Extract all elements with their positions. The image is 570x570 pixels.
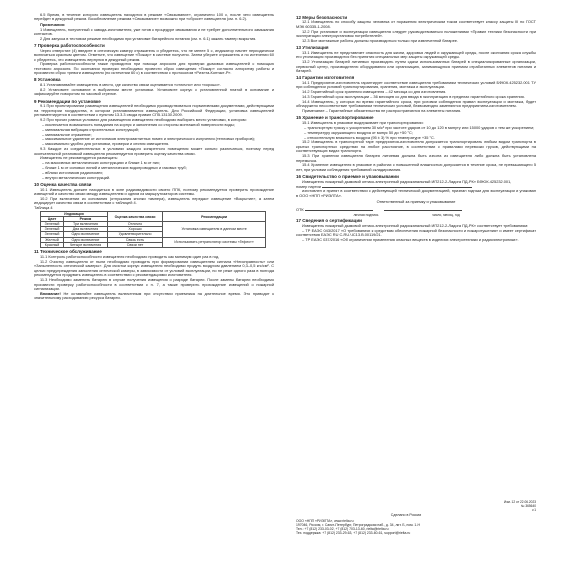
right-column xyxy=(296,13,536,243)
section-9-title: 9 Рекомендации по установке xyxy=(34,98,101,104)
section-9-item: – вблизи источников радиопомех; xyxy=(42,169,104,175)
table-caption: Таблица 4 xyxy=(34,205,53,211)
table-cell: Красный xyxy=(41,242,64,247)
section-17-para: Извещатель пожарный дымовой оптико-электронный радиоканальный ИП212-2-Ладога ПД-РК» соответствует требованиям: xyxy=(302,223,529,228)
section-15-para: 15.4 Хранение извещателя в упаковке в районах с повышенной влажностью допускается в течение срока, не превышающего 5 лет, при условии соблюдения требований складирования. xyxy=(296,162,536,172)
signature-caption: личная подпись xyxy=(353,212,379,217)
section-17-title: 17 Сведения о сертификации xyxy=(296,218,362,224)
section-13-para: 13.2 Утилизацию батарей литиевых производить путем сдачи использованных батарей в специализированные организации, сервисный центр, производителю оборудования или организацию, занимающуюся приемом отработанных элементов питания и батарей. xyxy=(296,59,536,74)
section-9-item: – максимально удобно для установки, проверки и снятия извещателя. xyxy=(42,141,170,147)
section-14-para: 14.1 Предприятие-изготовитель гарантирует соответствие извещателя требованиям технических условий БФЮК.425232.001 ТУ при соблюдении условий транспортирования, хранения, монтажа и эксплуатации. xyxy=(296,79,536,90)
section-9-item: – ближе 1 м от силовых линий и металлических водопроводных и газовых труб; xyxy=(42,165,187,171)
table-header: Рекомендации xyxy=(163,212,266,222)
revision-line: v.1 xyxy=(531,507,536,512)
section-17-para: – ТР ЕАЭС 043/2017 «О требованиях к средствам обеспечения пожарной безопасности и пожаротушения» и имеет сертификат соответствия ЕАЭС RU С-RU.ЧС13.В.00119/21. xyxy=(296,227,536,238)
section-11-title: 11 Техническое обслуживание xyxy=(34,249,102,255)
section-9-item: – на массивных металлических конструкциях и ближе 1 м от них; xyxy=(42,160,160,166)
section-7-para-2: Проверка работоспособности также проводится при помощи аэрозоля для проверки дымовых извещателей с помощью тестового аэрозоля. По окончании проверки необходимо провести сброс извещения «Пожар» согласно алгоритму работы и произвести сброс тревоги извещателя (по истечении 60 с) в соответствии с протоколом «Риэлта-Контакт-Р». xyxy=(34,61,274,76)
table-cell: Связи нет xyxy=(107,242,162,247)
table-cell: Желтый xyxy=(41,237,64,242)
section-7-para-1: Через отверстие (4) введите в оптическую камеру отражатель и убедитесь, что не менее 5 с, индикатор начнет периодически включаться красным цветом. Отметьте, что извещение «Пожар» в системе получено. Затем уберите отражатель и по истечении 60 с убедитесь, что извещатель вернулся в дежурный режим. xyxy=(34,47,274,62)
section-12-para: 12.1 Извещатель по способу защиты человека от поражения электрическим током соответствует классу защиты III по ГОСТ МЭК 60335-1-2008. xyxy=(296,19,536,29)
table-cell: Два включения xyxy=(64,227,108,232)
date-caption: число, месяц, год xyxy=(432,212,460,217)
document-page xyxy=(34,13,536,557)
section-17-para: – ТР ЕАЭС 037/2016 «Об ограничении применения опасных веществ в изделиях электротехники и радиоэлектроники». xyxy=(302,237,519,243)
section-9-para-2: 9.2 При прочих равных условиях для размещения извещателя необходимо выбирать место установки, в котором: xyxy=(40,117,247,123)
attention-title: Внимание! xyxy=(40,290,61,296)
signature-line xyxy=(296,208,536,212)
section-14-note: Примечание – Гарантийные обязательства не распространяются на элементы питания. xyxy=(302,108,462,114)
table-cell: Зеленый xyxy=(41,227,64,232)
section-12-title: 12 Меры безопасности xyxy=(296,14,348,20)
section-14-para: 14.4 Извещатель, у которых во время гарантийного срока, при условии соблюдения правил эксплуатации и монтажа, будет обнаружено несоответствие требованиям технических условий, безвозмездно заменяются предприятием-изготовителем. xyxy=(296,98,536,109)
footer-line: 197046, Россия, г. Санкт-Петербург, Петроградская наб., д. 34, лит. Б, пом. 1-Н xyxy=(296,523,420,527)
table-cell: Три включения xyxy=(64,222,108,227)
section-13-title: 13 Утилизация xyxy=(296,45,329,51)
table-cell: Хорошо xyxy=(107,227,162,232)
table-header: Индикация xyxy=(41,212,108,217)
section-9-item: – минимальное отражение; xyxy=(42,131,92,137)
section-16-para: изготовлен и принят в соответствии с действующей технической документацией, признан годным для эксплуатации и упакован в ООО «НПП «РИЭЛТА». xyxy=(296,188,536,198)
revision-line: Изм. 12 от 22.06.2023 xyxy=(503,500,536,504)
section-10-para-2: 10.2 При включении из основания (отпускания кнопки тампера), извещатель передаст извещение «Вскрытие», а затем индицирует качество связи в соответствии с таблицей 4. xyxy=(34,195,274,206)
section-8-title: 8 Установка xyxy=(34,77,61,83)
revision-line: № 365640 xyxy=(521,503,536,508)
batch-number-blank xyxy=(322,187,472,188)
table-subheader: Режим xyxy=(64,217,108,222)
company-footer xyxy=(296,519,536,535)
table-cell: Одно включение xyxy=(64,237,108,242)
batch-number-label: номер партии xyxy=(296,183,321,189)
section-14-para: 14.3 Гарантийный срок эксплуатации – 36 месяцев со дня ввода в эксплуатацию в пределах гарантийного срока хранения. xyxy=(302,94,525,100)
table-cell: Связь есть xyxy=(107,237,162,242)
section-14-para: 14.2 Гарантийный срок хранения извещателя – 42 месяца со дня изготовления. xyxy=(302,89,447,95)
table-cell: Установка извещателя в данном месте xyxy=(163,222,266,237)
section-7-title: 7 Проверка работоспособности xyxy=(34,42,105,48)
table-cell: Одно включение xyxy=(64,232,108,237)
section-8-para-1: 8.1 Устанавливайте извещатель в место, где качество связи оценивается «отлично» или «хорошо». xyxy=(40,82,221,88)
left-column xyxy=(34,13,274,301)
section-9-para-1: 9.1 При проектировании размещения извещателей необходимо руководствоваться нормативными документами, действующими на территории государства, в котором устанавливается извещатель. Для Российской Федерации, установка извещателей регламентируется в соответствии с пунктом 13.3.3 свода правил СП5.13130.2009. xyxy=(34,103,274,118)
notes-title: Примечания: xyxy=(40,21,66,27)
section-14-title: 14 Гарантии изготовителя xyxy=(296,75,355,81)
revision-info xyxy=(456,501,536,512)
signature-blank xyxy=(305,210,373,211)
section-9-item: – исключается возможность попадания на корпус и заполнения со стороны монтажной поверхности воды; xyxy=(42,121,235,127)
responsible-label: Ответственный за приемку и упаковывание xyxy=(376,199,456,205)
table-cell: Четыре включения xyxy=(64,242,108,247)
section-15-para: 15.2 Извещатель в транспортной таре предприятия-изготовителя допускается транспортировать любым видом транспорта в крытых транспортных средствах на любое расстояние, в соответствии с правилами перевозки грузов, действующими на соответствующих видах транспорта. xyxy=(296,139,536,154)
section-9-item: – максимальное удаление от источников электромагнитных помех и электрического излучения (тепловых приборов); xyxy=(42,136,255,142)
section-15-title: 15 Хранение и транспортирование xyxy=(296,115,374,121)
footer-line: ООО «НПП «РИЭЛТА», www.rielta.ru xyxy=(296,519,354,523)
table-cell: Зеленый xyxy=(41,232,64,237)
section-16-para: Извещатель пожарный дымовой оптико-электронный радиоканальный ИП212-2-Ладога ПД-РК» БФЮК.425232.001, xyxy=(302,178,512,184)
made-in-russia: Сделано в России xyxy=(390,513,422,517)
section-15-item: – температуру окружающего воздуха от минус 50 до +50 °С; xyxy=(304,129,413,135)
signature-captions xyxy=(296,213,536,217)
attention-note xyxy=(34,292,274,301)
date-blank xyxy=(384,210,462,211)
footer-line: Тех. поддержка: +7 (812) 233-29-63, +7 (812) 233-60-61, support@rielta.ru xyxy=(296,531,411,535)
table-cell: Зеленый xyxy=(41,222,64,227)
attention-text: Не оставляйте извещатель включенным при отсутствии приемника на длительное время. Это приводит к значительному расходованию ресурса батареи. xyxy=(34,290,274,301)
section-12-para: 12.3 Все монтажные работы должны производиться только при извлеченной батарее. xyxy=(302,37,459,43)
note-1: 1 Извещатель, полученный с завода-изготовителя, уже готов к процедуре связывания и не требует дополнительного замыкания контактов. xyxy=(34,26,274,36)
section-9-item: – внутри металлических конструкций. xyxy=(42,174,111,180)
footer-line: Тел.: +7 (812) 233-03-02, +7 (812) 703-13-60, rielta@rielta.ru xyxy=(296,527,389,531)
section-10-para-1: 10.1 Извещатель должен находиться в зоне радиовидимости своего ППК, поэтому рекомендуется проверить прохождение извещений и качество связи между извещателем и одним из маршрутизаторов системы. xyxy=(34,186,274,197)
table-header: Оценка качества связи xyxy=(107,212,162,222)
section-11-para-1: 11.1 Контроль работоспособности извещателя необходимо проводить как минимум один раз в год. xyxy=(40,254,220,260)
section-13-para: 13.1 Извещатель не представляет опасность для жизни, здоровья людей и окружающей среды, после окончания срока службы его утилизация производится без принятия специальных мер защиты окружающей среды. xyxy=(296,49,536,60)
section-15-item: – относительную влажность воздуха (95 ± 3) % при температуре +35 °С. xyxy=(304,134,435,140)
note-2: 2 Для запуска в тестовом режиме необходимо при установке батарейного питания (см. п. 6.1) зажать тампер вскрытия. xyxy=(40,35,257,41)
section-10-title: 10 Оценка качества связи xyxy=(34,181,92,187)
section-16-title: 16 Свидетельство о приемке и упаковывании xyxy=(296,173,399,179)
section-9-item: – минимальная вибрация строительных конструкций; xyxy=(42,126,139,132)
table-cell: Использовать ретранслятор системы «Гефест» xyxy=(163,237,266,247)
link-quality-table xyxy=(40,211,266,248)
section-15-para: 15.1 Извещатель в упаковке выдерживает при транспортировании: xyxy=(302,120,424,125)
otk-stamp-label: ОТК xyxy=(296,206,304,212)
section-9-para-4: Извещатель не рекомендуется размещать: xyxy=(40,155,118,161)
section-11-para-3: 11.3 Необходимо заменить батарею в случае получения извещения о разряде батареи. После замены батареи необходимо произвести проверку работоспособности в соответствии с п. 7, а также проверить прохождение извещений о пожарной сигнализации. xyxy=(34,277,274,292)
section-9-para-3: 9.3 Каждое из соединительных в условиях каждого конкретного помещения может сильно различаться, поэтому перед окончательной установкой извещателя рекомендуется проверить оценку качества связи. xyxy=(34,146,274,156)
section-8-para-2: 8.2 Установите основание в выбранном месте установки. Установите корпус с установленной платой в основание и зафиксируйте поворотом по часовой стрелке. xyxy=(34,87,274,97)
section-15-para: 15.3 При хранении извещателя батарея литиевая должна быть изъята из извещателя либо должна быть установлена перемычка. xyxy=(296,153,536,163)
table-cell: Удовлетворительно xyxy=(107,232,162,237)
section-11-para-2: 11.2 Очистку извещателя от пыли необходимо проводить при формировании извещателем сигнала «Неисправность» или «Запыленность оптической камеры». Для очистки корпус извещателя необходимо продуть воздухом давлением 0,3–0,5 кгс/см². С целью предупреждения запыления оптической камеры, в зависимости от условий эксплуатации, но не реже одного раза в полгода рекомендуется продувать извещатель в соответствии с рекомендациями изготовителя. xyxy=(34,258,274,278)
paragraph-6-5: 6.5 Время, в течение которого извещатель находится в режиме «Связывание», ограничено 100 с, после чего извещатель перейдет в дежурный режим. Возобновление режима «Связывание» возможно при «сбросе» извещателя (см. п. 6.2). xyxy=(34,12,274,22)
section-12-para: 12.2 При установке и эксплуатации извещателя следует руководствоваться положениями «Правил техники безопасности при эксплуатации электроустановок потребителей». xyxy=(296,28,536,39)
table-cell: Отлично xyxy=(107,222,162,227)
table-subheader: Цвет xyxy=(41,217,64,222)
section-15-item: – транспортную тряску с ускорением 30 м/с² при частоте ударов от 10 до 120 в минуту или 15000 ударов с тем же ускорением; xyxy=(304,124,534,130)
